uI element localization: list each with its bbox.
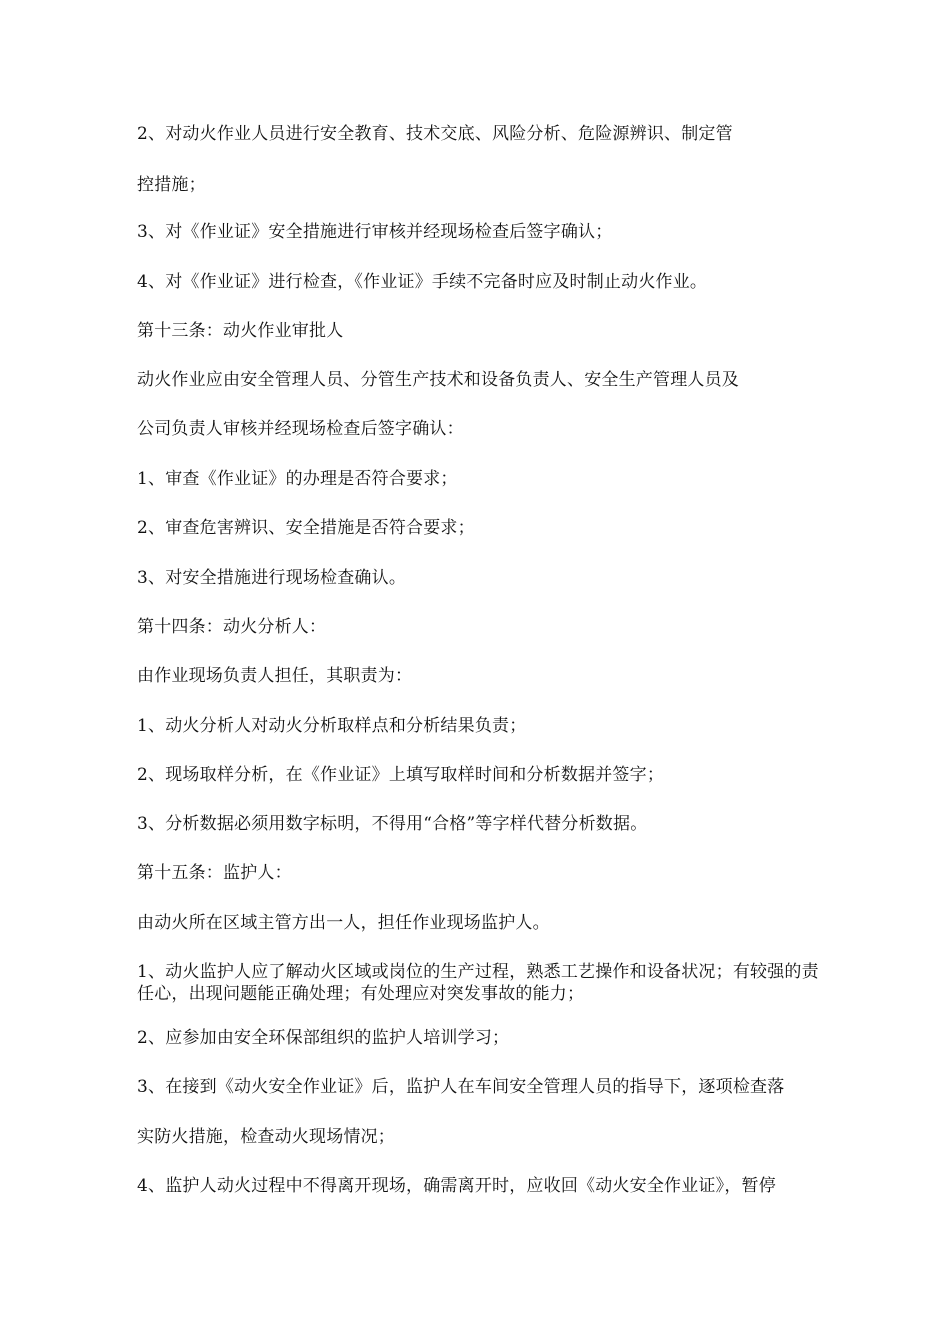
paragraph-line: 动火作业应由安全管理人员、分管生产技术和设备负责人、安全生产管理人员及 <box>137 370 739 390</box>
paragraph-line: 控措施； <box>137 175 206 195</box>
paragraph-line: 2、对动火作业人员进行安全教育、技术交底、风险分析、危险源辨识、制定管 <box>137 124 733 144</box>
paragraph-line: 实防火措施，检查动火现场情况； <box>137 1127 395 1147</box>
paragraph-line: 3、对《作业证》安全措施进行审核并经现场检查后签字确认； <box>137 222 613 242</box>
section-heading: 第十四条：动火分析人： <box>137 617 327 637</box>
paragraph-line: 3、在接到《动火安全作业证》后，监护人在车间安全管理人员的指导下，逐项检查落 <box>137 1077 785 1097</box>
paragraph-line: 4、对《作业证》进行检查，《作业证》手续不完备时应及时制止动火作业。 <box>137 272 708 292</box>
paragraph-line: 4、监护人动火过程中不得离开现场，确需离开时，应收回《动火安全作业证》，暂停 <box>137 1176 776 1196</box>
paragraph-line: 由作业现场负责人担任，其职责为： <box>137 666 413 686</box>
paragraph-line: 2、现场取样分析，在《作业证》上填写取样时间和分析数据并签字； <box>137 765 665 785</box>
paragraph-line: 公司负责人审核并经现场检查后签字确认： <box>137 419 464 439</box>
paragraph-line: 3、对安全措施进行现场检查确认。 <box>137 568 407 588</box>
section-heading: 第十五条：监护人： <box>137 863 292 883</box>
paragraph-line: 由动火所在区域主管方出一人，担任作业现场监护人。 <box>137 913 550 933</box>
paragraph-line: 1、审查《作业证》的办理是否符合要求； <box>137 469 458 489</box>
paragraph-line: 2、应参加由安全环保部组织的监护人培训学习； <box>137 1028 510 1048</box>
paragraph-line: 2、审查危害辨识、安全措施是否符合要求； <box>137 518 475 538</box>
paragraph-line: 1、动火分析人对动火分析取样点和分析结果负责； <box>137 716 527 736</box>
paragraph-block: 1、动火监护人应了解动火区域或岗位的生产过程，熟悉工艺操作和设备状况；有较强的责任心，出现问题能正确处理；有处理应对突发事故的能力； <box>137 962 819 1004</box>
section-heading: 第十三条：动火作业审批人 <box>137 321 344 341</box>
paragraph-line: 3、分析数据必须用数字标明，不得用“合格”等字样代替分析数据。 <box>137 814 648 834</box>
